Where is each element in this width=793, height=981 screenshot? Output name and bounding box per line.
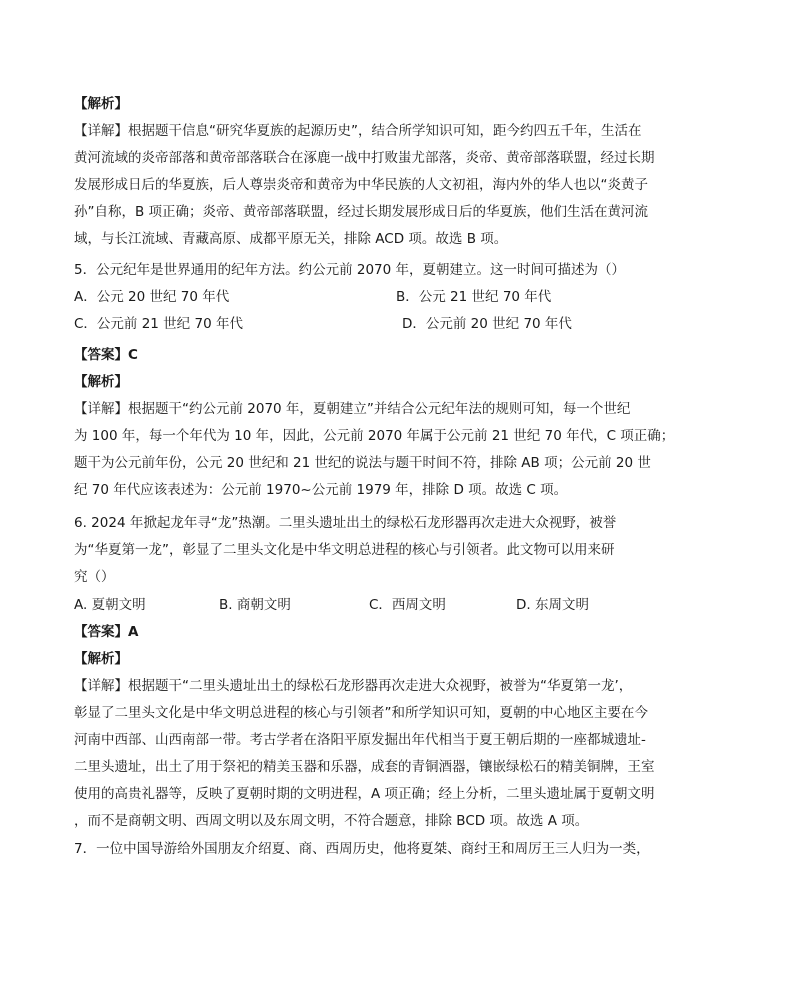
q4-detail-line-1: 【详解】根据题干信息“研究华夏族的起源历史”，结合所学知识可知，距今约四五千年，生活在 bbox=[74, 123, 642, 139]
q5-analysis-label: 【解析】 bbox=[74, 374, 128, 390]
q6-analysis-label: 【解析】 bbox=[74, 651, 128, 667]
q4-detail-line-3: 发展形成日后的华夏族，后人尊崇炎帝和黄帝为中华民族的人文初祖，海内外的华人也以“炎黄子 bbox=[74, 177, 648, 193]
q5-detail-line-4: 纪 70 年代应该表述为：公元前 1970~公元前 1979 年，排除 D 项。故选 C 项。 bbox=[74, 482, 568, 498]
q6-option-a: A. 夏朝文明 bbox=[74, 597, 146, 613]
q5-option-a: A．公元 20 世纪 70 年代 bbox=[74, 289, 230, 305]
q6-detail-line-1: 【详解】根据题干“二里头遗址出土的绿松石龙形器再次走进大众视野，被誉为“华夏第一龙’， bbox=[74, 678, 633, 694]
q6-option-d: D. 东周文明 bbox=[516, 597, 589, 613]
q5-option-c: C．公元前 21 世纪 70 年代 bbox=[74, 316, 243, 332]
q6-question-line-1: 6. 2024 年掀起龙年寻“龙”热潮。二里头遗址出土的绿松石龙形器再次走进大众视野，被誉 bbox=[74, 515, 617, 531]
q6-detail-line-5: 使用的高贵礼器等，反映了夏朝时期的文明进程，A 项正确；经上分析，二里头遗址属于夏朝文明 bbox=[74, 786, 655, 802]
q6-option-b: B. 商朝文明 bbox=[219, 597, 291, 613]
q4-detail-line-2: 黄河流域的炎帝部落和黄帝部落联合在涿鹿一战中打败蚩尤部落，炎帝、黄帝部落联盟，经过长期 bbox=[74, 150, 655, 166]
q6-detail-line-3: 河南中西部、山西南部一带。考古学者在洛阳平原发掘出年代相当于夏王朝后期的一座都城遗址- bbox=[74, 732, 646, 748]
q4-analysis-label: 【解析】 bbox=[74, 96, 128, 112]
q5-detail-line-2: 为 100 年，每一个年代为 10 年，因此，公元前 2070 年属于公元前 21 世纪 70 年代，C 项正确； bbox=[74, 428, 675, 444]
q4-detail-line-5: 域，与长江流域、青藏高原、成都平原无关，排除 ACD 项。故选 B 项。 bbox=[74, 231, 508, 247]
q6-answer-label: 【答案】A bbox=[74, 624, 139, 640]
q7-question: 7．一位中国导游给外国朋友介绍夏、商、西周历史，他将夏桀、商纣王和周厉王三人归为一类， bbox=[74, 841, 650, 857]
q5-option-d: D．公元前 20 世纪 70 年代 bbox=[402, 316, 572, 332]
q6-detail-line-6: ，而不是商朝文明、西周文明以及东周文明，不符合题意，排除 BCD 项。故选 A 项。 bbox=[74, 813, 589, 829]
q6-detail-line-4: 二里头遗址，出土了用于祭祀的精美玉器和乐器，成套的青铜酒器，镶嵌绿松石的精美铜牌，王室 bbox=[74, 759, 655, 775]
q5-detail-line-1: 【详解】根据题干“约公元前 2070 年，夏朝建立”并结合公元纪年法的规则可知，每一个世纪 bbox=[74, 401, 631, 417]
q4-detail-line-4: 孙”自称，B 项正确；炎帝、黄帝部落联盟，经过长期发展形成日后的华夏族，他们生活在黄河流 bbox=[74, 204, 649, 220]
q6-detail-line-2: 彰显了二里头文化是中华文明总进程的核心与引领者”和所学知识可知，夏朝的中心地区主要在今 bbox=[74, 705, 648, 721]
q6-option-c: C．西周文明 bbox=[369, 597, 446, 613]
q5-detail-line-3: 题干为公元前年份，公元 20 世纪和 21 世纪的说法与题干时间不符，排除 AB 项；公元前 20 世 bbox=[74, 455, 651, 471]
q5-question: 5．公元纪年是世界通用的纪年方法。约公元前 2070 年，夏朝建立。这一时间可描述为（） bbox=[74, 262, 626, 278]
q5-option-b: B．公元 21 世纪 70 年代 bbox=[396, 289, 552, 305]
q6-question-line-2: 为“华夏第一龙”，彰显了二里头文化是中华文明总进程的核心与引领者。此文物可以用来研 bbox=[74, 542, 615, 558]
q5-answer-label: 【答案】C bbox=[74, 347, 138, 363]
q6-question-line-3: 究（） bbox=[74, 569, 115, 585]
